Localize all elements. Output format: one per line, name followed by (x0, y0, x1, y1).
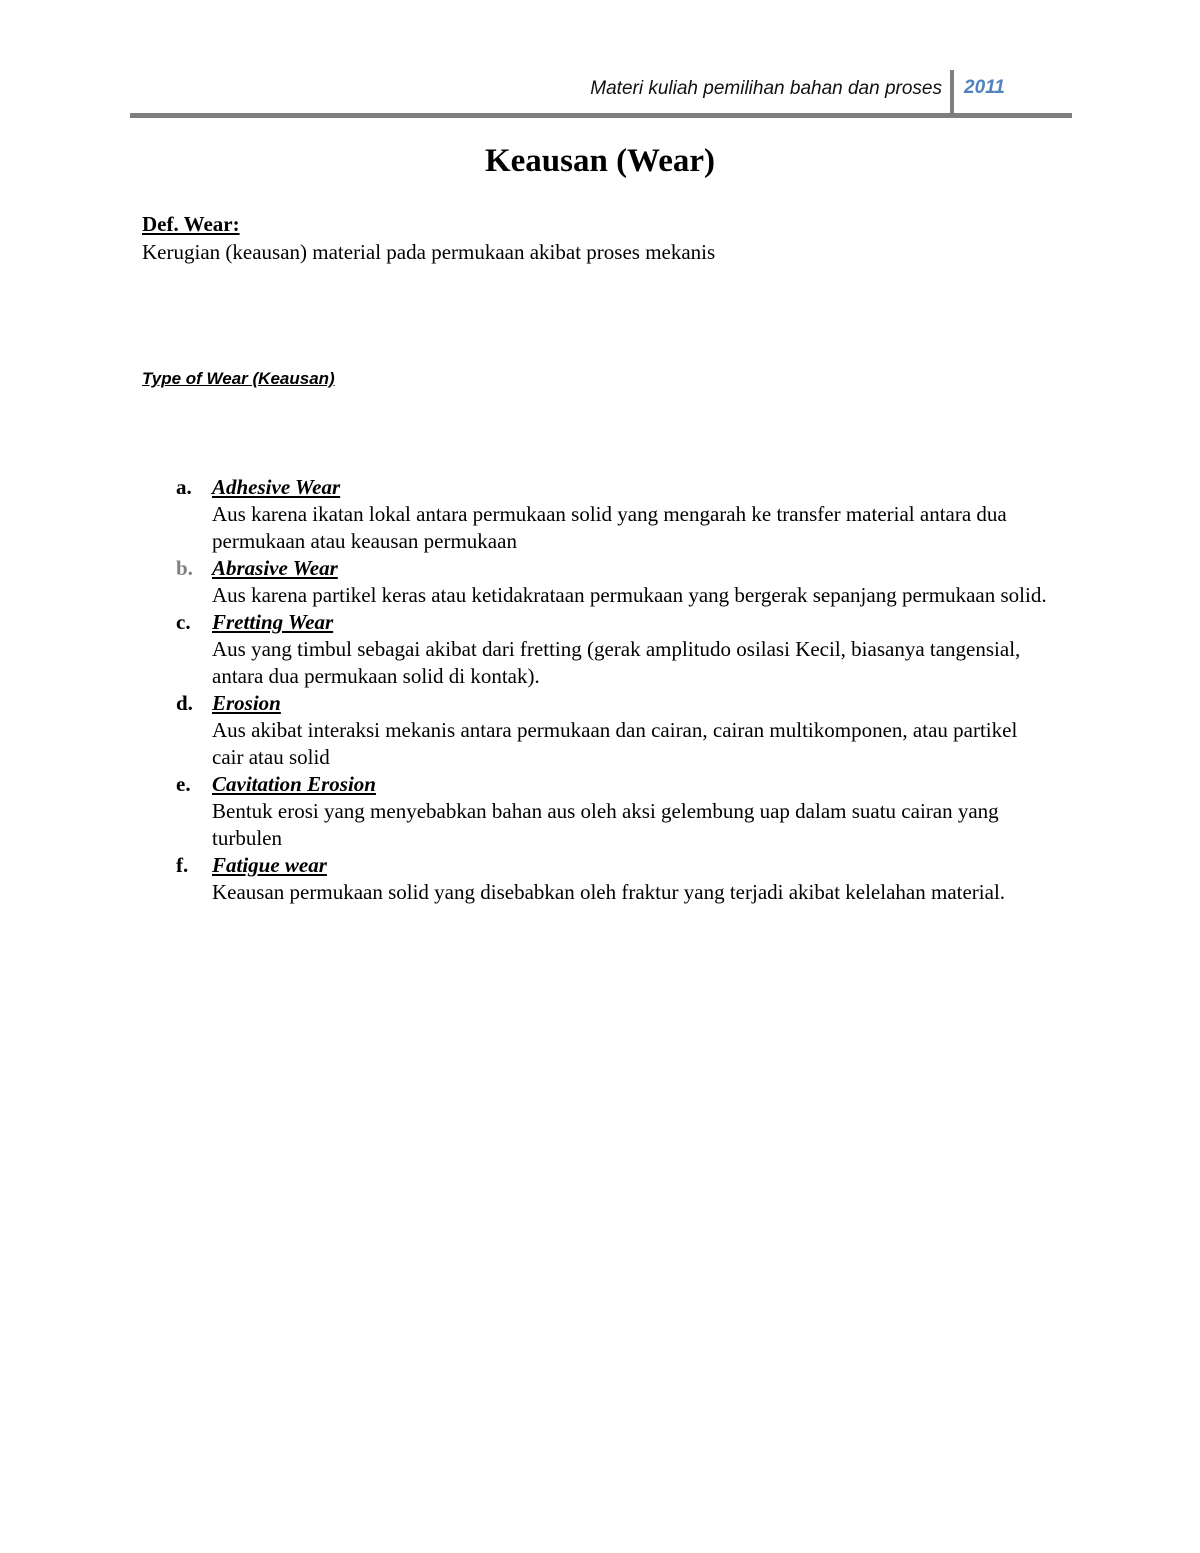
wear-type-list (170, 474, 1050, 906)
wear-type-description: Aus karena partikel keras atau ketidakrataan permukaan yang bergerak sepanjang permukaan solid. (212, 583, 1047, 607)
wear-type-description: Aus yang timbul sebagai akibat dari fretting (gerak amplitudo osilasi Kecil, biasanya tangensial, antara dua permukaan solid di kontak). (212, 637, 1021, 688)
list-marker: d. (176, 691, 193, 715)
wear-type-name: Cavitation Erosion (212, 772, 376, 796)
wear-type-description: Bentuk erosi yang menyebabkan bahan aus oleh aksi gelembung uap dalam suatu cairan yang turbulen (212, 799, 999, 850)
list-item (170, 852, 1050, 906)
wear-type-name: Fretting Wear (212, 610, 334, 634)
page-header (130, 70, 1072, 120)
list-marker: f. (176, 853, 189, 877)
list-marker: b. (176, 556, 193, 580)
types-heading: Type of Wear (Keausan) (142, 369, 335, 388)
list-item (170, 555, 1050, 609)
wear-type-description: Aus karena ikatan lokal antara permukaan solid yang mengarah ke transfer material antara dua permukaan atau keausan permukaan (212, 502, 1007, 553)
header-year: 2011 (964, 77, 1005, 98)
list-marker: a. (176, 475, 192, 499)
list-marker: e. (176, 772, 191, 796)
list-item (170, 690, 1050, 771)
page-title: Keausan (Wear) (484, 143, 716, 179)
wear-type-description: Keausan permukaan solid yang disebabkan oleh fraktur yang terjadi akibat kelelahan material. (212, 880, 1006, 904)
header-separator (950, 70, 954, 114)
header-rule (130, 113, 1072, 118)
wear-type-name: Fatigue wear (212, 853, 327, 877)
wear-type-name: Abrasive Wear (212, 556, 338, 580)
wear-type-description: Aus akibat interaksi mekanis antara permukaan dan cairan, cairan multikomponen, atau partikel cair atau solid (212, 718, 1018, 769)
list-item (170, 771, 1050, 852)
definition-label: Def. Wear: (142, 212, 240, 236)
wear-type-name: Adhesive Wear (212, 475, 341, 499)
list-item (170, 609, 1050, 690)
list-item (170, 474, 1050, 555)
list-marker: c. (176, 610, 191, 634)
wear-type-name: Erosion (212, 691, 281, 715)
definition-text: Kerugian (keausan) material pada permukaan akibat proses mekanis (142, 240, 716, 264)
header-title: Materi kuliah pemilihan bahan dan proses (590, 78, 942, 99)
